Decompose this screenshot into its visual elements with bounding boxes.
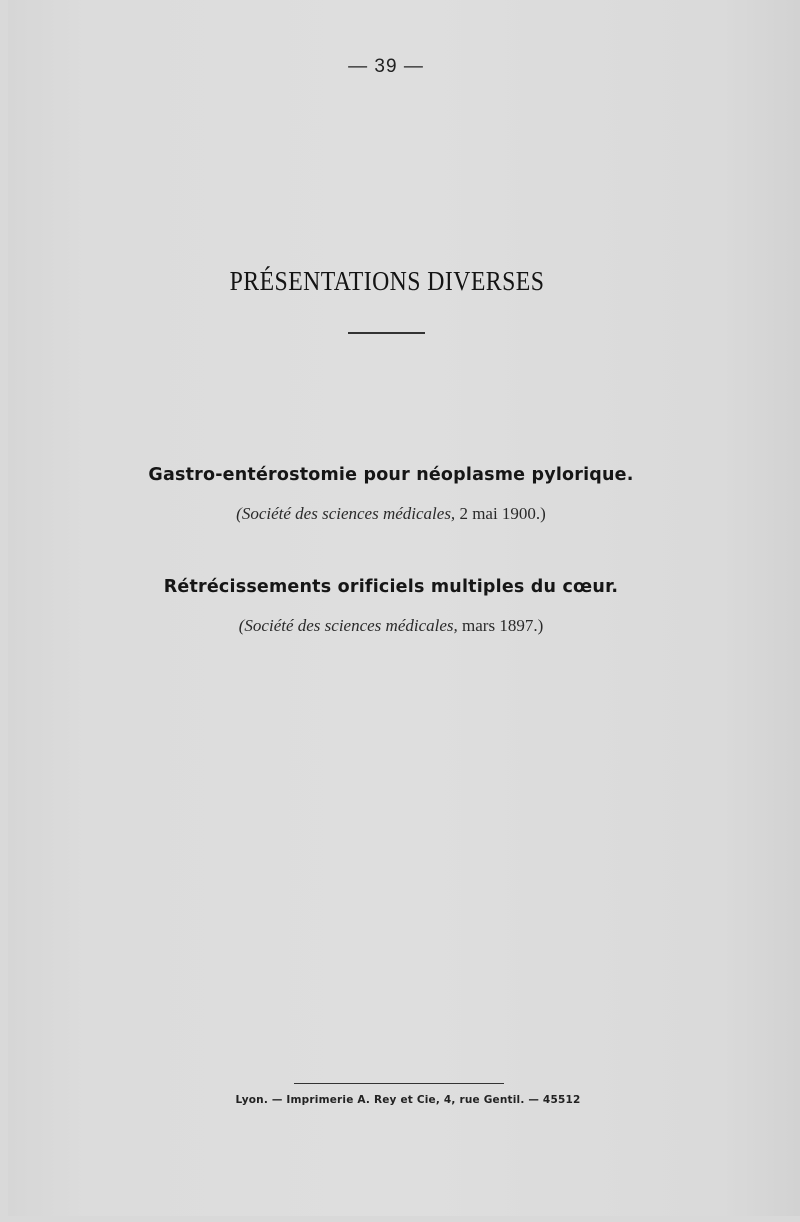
- source-date: mars 1897.): [457, 616, 544, 635]
- page-number: — 39 —: [348, 56, 424, 77]
- footer-divider: [294, 1083, 504, 1084]
- source-date: 2 mai 1900.): [455, 504, 546, 523]
- printer-imprint: Lyon. — Imprimerie A. Rey et Cie, 4, rue Gentil. — 45512: [235, 1094, 581, 1106]
- entry-source: [8, 616, 774, 636]
- title-divider: [348, 332, 425, 334]
- entry-title: Rétrécissements orificiels multiples du cœur.: [163, 577, 619, 597]
- source-society: Société des sciences médicales,: [244, 616, 458, 635]
- entry-source: [8, 504, 774, 524]
- paper-sheet: [8, 0, 800, 1216]
- section-title: PRÉSENTATIONS DIVERSES: [229, 266, 545, 296]
- source-paren: (: [236, 504, 242, 523]
- source-society: Société des sciences médicales,: [241, 504, 456, 523]
- source-paren: (: [238, 616, 245, 635]
- entry-title: Gastro-entérostomie pour néoplasme pylorique.: [148, 465, 634, 485]
